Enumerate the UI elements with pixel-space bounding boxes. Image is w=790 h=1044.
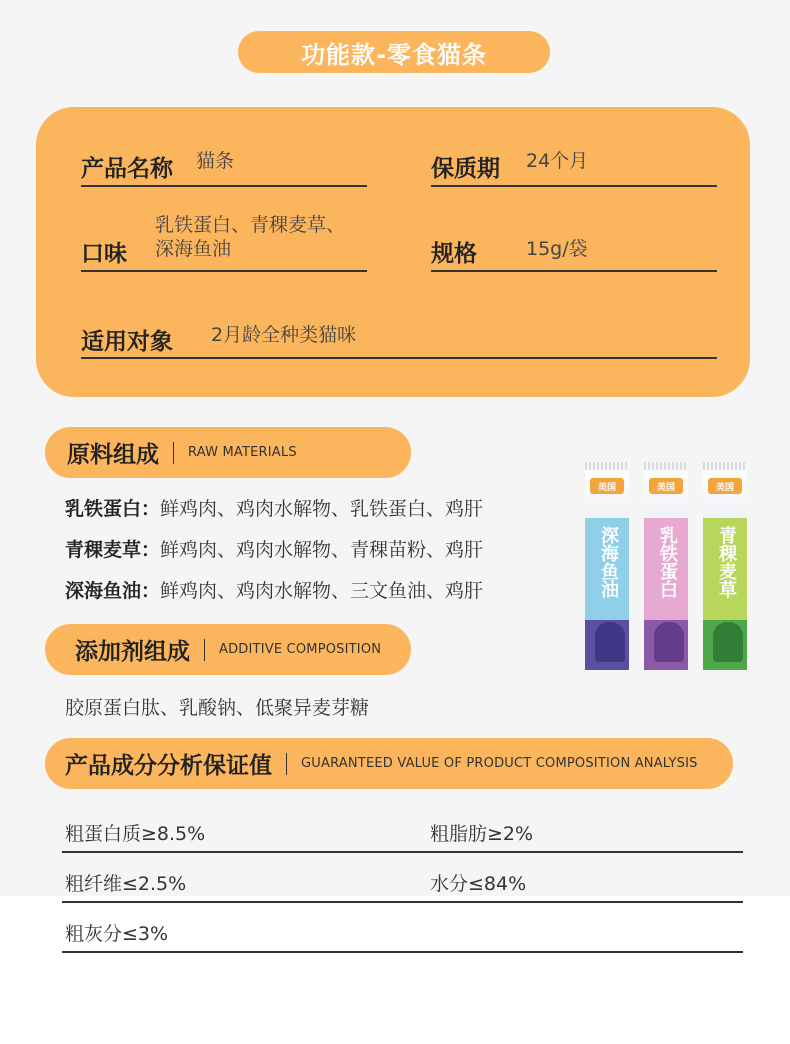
flavor-label: 口味 (81, 241, 127, 267)
target-value: 2月龄全种类猫咪 (211, 324, 357, 346)
product-info-card (36, 107, 750, 397)
additive-title-en: ADDITIVE COMPOSITION (219, 642, 382, 657)
spec-value: 15g/袋 (526, 238, 588, 260)
additive-header (45, 624, 411, 675)
page-title: 功能款-零食猫条 (238, 31, 550, 73)
analysis-item: 水分≤84% (430, 873, 527, 895)
shelf-life-field (431, 147, 717, 187)
material-row (65, 535, 483, 562)
material-text: 鲜鸡肉、鸡肉水解物、三文鱼油、鸡肝 (160, 580, 484, 602)
target-field (81, 317, 717, 359)
divider (286, 753, 287, 775)
analysis-item: 粗纤维≤2.5% (65, 873, 187, 895)
material-text: 鲜鸡肉、鸡肉水解物、乳铁蛋白、鸡肝 (160, 498, 484, 520)
product-name: 乳铁蛋白 (657, 526, 678, 598)
material-name: 深海鱼油： (65, 580, 161, 602)
name-label: 产品名称 (81, 156, 173, 182)
brand-logo: 美国 (649, 478, 683, 494)
analysis-title-en: GUARANTEED VALUE OF PRODUCT COMPOSITION ANALYSIS (301, 756, 698, 771)
row-divider (62, 951, 743, 953)
additive-text: 胶原蛋白肽、乳酸钠、低聚异麦芽糖 (65, 697, 370, 719)
analysis-item: 粗蛋白质≥8.5% (65, 823, 206, 845)
name-field (81, 147, 367, 187)
spec-label: 规格 (431, 241, 477, 267)
additive-title: 添加剂组成 (75, 639, 190, 665)
material-name: 乳铁蛋白： (65, 498, 161, 520)
brand-logo: 美国 (590, 478, 624, 494)
analysis-title: 产品成分分析保证值 (65, 753, 272, 779)
brand-logo: 美国 (708, 478, 742, 494)
spec-field (431, 211, 717, 272)
target-label: 适用对象 (81, 329, 173, 355)
row-divider (62, 901, 743, 903)
material-text: 鲜鸡肉、鸡肉水解物、青稞苗粉、鸡肝 (160, 539, 484, 561)
divider (204, 639, 205, 661)
raw-materials-header (45, 427, 411, 478)
cat-silhouette-icon (654, 622, 684, 662)
raw-materials-title-en: RAW MATERIALS (188, 445, 297, 460)
analysis-item: 粗脂肪≥2% (430, 823, 534, 845)
product-name: 深海鱼油 (598, 526, 619, 598)
cat-silhouette-icon (713, 622, 743, 662)
material-name: 青稞麦草： (65, 539, 161, 561)
flavor-field (81, 211, 367, 272)
analysis-header (45, 738, 733, 789)
product-name: 青稞麦草 (716, 526, 737, 598)
name-value: 猫条 (196, 150, 235, 172)
divider (173, 442, 174, 464)
raw-materials-title: 原料组成 (67, 442, 159, 468)
flavor-value-line1: 乳铁蛋白、青稞麦草、 (155, 214, 346, 236)
material-row (65, 494, 483, 521)
shelf-life-label: 保质期 (431, 156, 500, 182)
product-stick-fish-oil (585, 462, 629, 670)
row-divider (62, 851, 743, 853)
cat-silhouette-icon (595, 622, 625, 662)
shelf-life-value: 24个月 (526, 150, 589, 172)
analysis-item: 粗灰分≤3% (65, 923, 169, 945)
product-stick-barley-grass (703, 462, 747, 670)
product-stick-lactoferrin (644, 462, 688, 670)
material-row (65, 576, 483, 603)
flavor-value-line2: 深海鱼油 (155, 238, 232, 260)
